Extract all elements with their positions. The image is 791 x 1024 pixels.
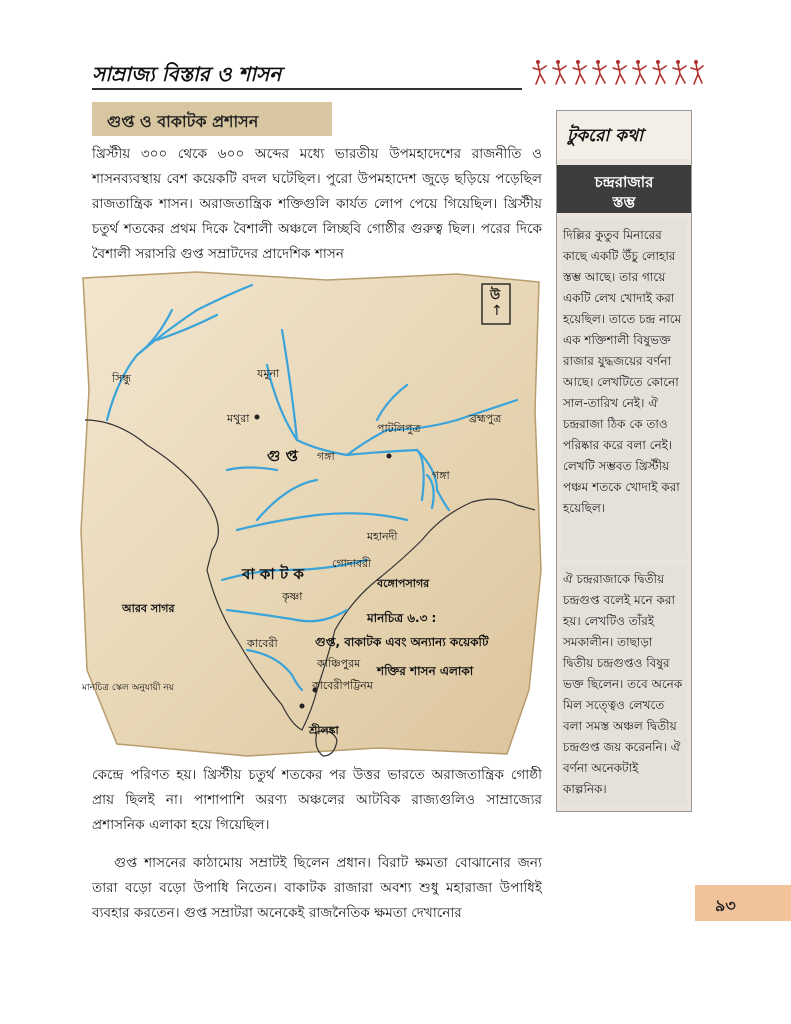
section-heading-badge bbox=[92, 102, 332, 136]
map-scale-note: মানচিত্র স্কেল অনুযায়ী নয় bbox=[82, 683, 174, 693]
sidebar-heading: টুকরো কথা bbox=[567, 126, 644, 146]
map-label-yamuna: যমুনা bbox=[257, 367, 280, 380]
map-label-ganga-delta: গঙ্গা bbox=[432, 469, 450, 482]
map-label-ganga: গঙ্গা bbox=[317, 450, 335, 463]
map-caption-number: মানচিত্র ৬.৩ : bbox=[367, 611, 437, 625]
north-arrow-letter: উ bbox=[490, 288, 501, 303]
map-label-gupta: গু প্ত bbox=[267, 447, 298, 465]
chapter-title: সাম্রাজ্য বিস্তার ও শাসন bbox=[92, 62, 282, 86]
map-label-indus: সিন্ধু bbox=[112, 372, 132, 385]
dancing-figures-decoration bbox=[530, 58, 705, 92]
header-divider bbox=[92, 88, 522, 90]
map-label-godavari: গোদাবরী bbox=[332, 557, 372, 570]
map-label-kaveripattinam: কাবেরীপট্টিনম bbox=[312, 679, 373, 692]
map-gupta-vakataka bbox=[77, 270, 544, 760]
sidebar-paragraph-2: ঐ চন্দ্ররাজাকে দ্বিতীয় চন্দ্রগুপ্ত বলেই মনে করা হয়। লেখটিও তাঁরই সমকালীন। তাছাড়া দ্বিতীয় চন্দ্রগুপ্তও বিষুর ভক্ত ছিলেন। তবে অনেক মিল সত্ত্বেও লেখতে বলা সমস্ত অঞ্চল দ্বিতীয় চন্দ্রগুপ্ত জয় করেননি। ঐ বর্ণনা অনেকটাই কাল্পনিক। bbox=[563, 572, 683, 796]
map-label-arabian-sea: আরব সাগর bbox=[122, 602, 175, 615]
map-label-bay-of-bengal: বঙ্গোপসাগর bbox=[377, 577, 430, 590]
sidebar-panel-1 bbox=[561, 219, 687, 559]
map-label-mathura: মথুরা bbox=[227, 412, 250, 425]
sidebar-box bbox=[556, 110, 692, 812]
map-caption-line-1: গুপ্ত, বাকাটক এবং অন্যান্য কয়েকটি bbox=[315, 635, 489, 649]
map-label-kanchipuram: কাঞ্চিপুরম bbox=[317, 657, 361, 670]
sidebar-panel-2 bbox=[561, 565, 687, 805]
sidebar-paragraph-1: দিল্লির কুতুব মিনারের কাছে একটি উঁচু লোহার স্তম্ভ আছে। তার গায়ে একটি লেখ খোদাই করা হয়েছিল। তাতে চন্দ্র নামে এক শক্তিশালী বিষুভক্ত রাজার যুদ্ধজয়ের বর্ণনা আছে। লেখটিতে কোনো সাল-তারিখ নেই। ঐ চন্দ্ররাজা ঠিক কে তাও পরিষ্কার করে বলা নেই। লেখটি সম্ভবত খ্রিস্টীয় পঞ্চম শতকে খোদাই করা হয়েছিল। bbox=[563, 228, 682, 515]
main-paragraph-3: গুপ্ত শাসনের কাঠামোয় সম্রাটই ছিলেন প্রধান। বিরাট ক্ষমতা বোঝানোর জন্য তারা বড়ো বড়ো উপাধি নিতেন। বাকাটক রাজারা অবশ্য শুধু মহারাজা উপাধিই ব্যবহার করতেন। গুপ্ত সম্রাটরা অনেকেই রাজনৈতিক ক্ষমতা দেখানোর bbox=[92, 855, 542, 921]
section-heading: গুপ্ত ও বাকাটক প্রশাসন bbox=[107, 112, 259, 131]
map-label-kaveri: কাবেরী bbox=[247, 637, 278, 650]
map-label-vakataka: বা কা ট ক bbox=[242, 565, 304, 583]
map-label-krishna: কৃষ্ণা bbox=[282, 590, 303, 603]
main-paragraph-2: কেন্দ্রে পরিণত হয়। খ্রিস্টীয় চতুর্থ শতকের পর উত্তর ভারতে অরাজতান্ত্রিক গোষ্ঠী প্রায় ছিলই না। পাশাপাশি অরণ্য অঞ্চলের আটবিক রাজ্যগুলিও সাম্রাজ্যের প্রশাসনিক এলাকা হয়ে গিয়েছিল। bbox=[92, 767, 542, 833]
sidebar-subtitle-line-1: চন্দ্ররাজার bbox=[594, 173, 654, 191]
map-caption-line-2: শক্তির শাসন এলাকা bbox=[377, 664, 474, 678]
north-arrow-icon: ↑ bbox=[491, 303, 503, 319]
main-paragraph-1: খ্রিস্টীয় ৩০০ থেকে ৬০০ অব্দের মধ্যে ভারতীয় উপমহাদেশের রাজনীতি ও শাসনব্যবস্থায় বেশ কয়েকটি বদল ঘটেছিল। পুরো উপমহাদেশ জুড়ে ছড়িয়ে পড়েছিল রাজতান্ত্রিক শাসন। অরাজতান্ত্রিক শক্তিগুলি কার্যত লোপ পেয়ে গিয়েছিল। খ্রিস্টীয় চতুর্থ শতকের প্রথম দিকে বৈশালী অঞ্চলে লিচ্ছবি গোষ্ঠীর গুরুত্ব ছিল। পরের দিকে বৈশালী সরাসরি গুপ্ত সম্রাটদের প্রাদেশিক শাসন bbox=[92, 146, 542, 262]
page-number-tab bbox=[695, 885, 791, 921]
map-label-brahmaputra: ব্রহ্মপুত্র bbox=[469, 412, 502, 425]
map-label-pataliputra: পাটলিপুত্র bbox=[377, 422, 421, 435]
sidebar-subtitle-line-2: স্তম্ভ bbox=[612, 193, 636, 211]
map-label-mahanadi: মহানদী bbox=[367, 530, 398, 543]
sidebar-subtitle-bar bbox=[557, 165, 691, 213]
sidebar-heading-area bbox=[557, 111, 691, 159]
map-label-sri-lanka: শ্রীলঙ্কা bbox=[309, 724, 339, 737]
page-number: ৯৩ bbox=[715, 896, 736, 915]
